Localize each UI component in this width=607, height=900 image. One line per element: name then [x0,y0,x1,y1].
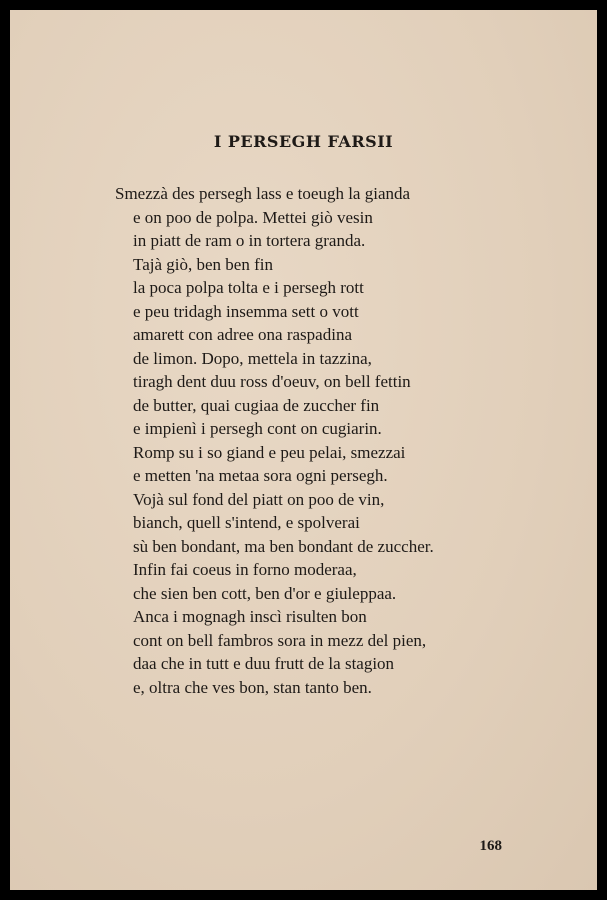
poem-line: bianch, quell s'intend, e spolverai [133,513,360,532]
page-number: 168 [479,838,502,854]
poem-line: Romp su i so giand e peu pelai, smezzai [133,442,406,462]
poem-line: Tajà giò, ben ben fin [133,254,273,274]
poem-line: cont on bell fambros sora in mezz del pien, [133,630,427,650]
poem-line: in piatt de ram o in tortera granda. [133,231,366,250]
poem-line: Infin fai coeus in forno moderaa, [133,560,357,579]
poem-line: e on poo de polpa. Mettei giò vesin [133,207,373,227]
poem-line: Smezzà des persegh lass e toeugh la gianda [115,184,411,203]
poem-line: e impienì i persegh cont on cugiarin. [133,419,382,438]
poem-line: amarett con adree ona raspadina [133,325,352,344]
poem-line: la poca polpa tolta e i persegh rott [133,278,364,297]
poem-line: de limon. Dopo, mettela in tazzina, [133,348,372,368]
poem-title: I PERSEGH FARSII [213,132,394,151]
poem-line: Vojà sul fond del piatt on poo de vin, [133,489,385,509]
poem-line: de butter, quai cugiaa de zuccher fin [133,395,380,415]
poem-line: tiragh dent duu ross d'oeuv, on bell fettin [133,372,411,391]
poem-line: e metten 'na metaa sora ogni persegh. [133,466,388,485]
book-page [10,10,597,890]
poem-line: sù ben bondant, ma ben bondant de zuccher. [133,536,434,556]
poem-line: e, oltra che ves bon, stan tanto ben. [133,677,372,697]
poem-line: e peu tridagh insemma sett o vott [133,301,359,321]
poem-line: Anca i mognagh inscì risulten bon [133,607,367,626]
poem-line: daa che in tutt e duu frutt de la stagion [133,654,395,673]
poem-body [115,182,434,699]
poem-line: che sien ben cott, ben d'or e giuleppaa. [133,583,397,603]
